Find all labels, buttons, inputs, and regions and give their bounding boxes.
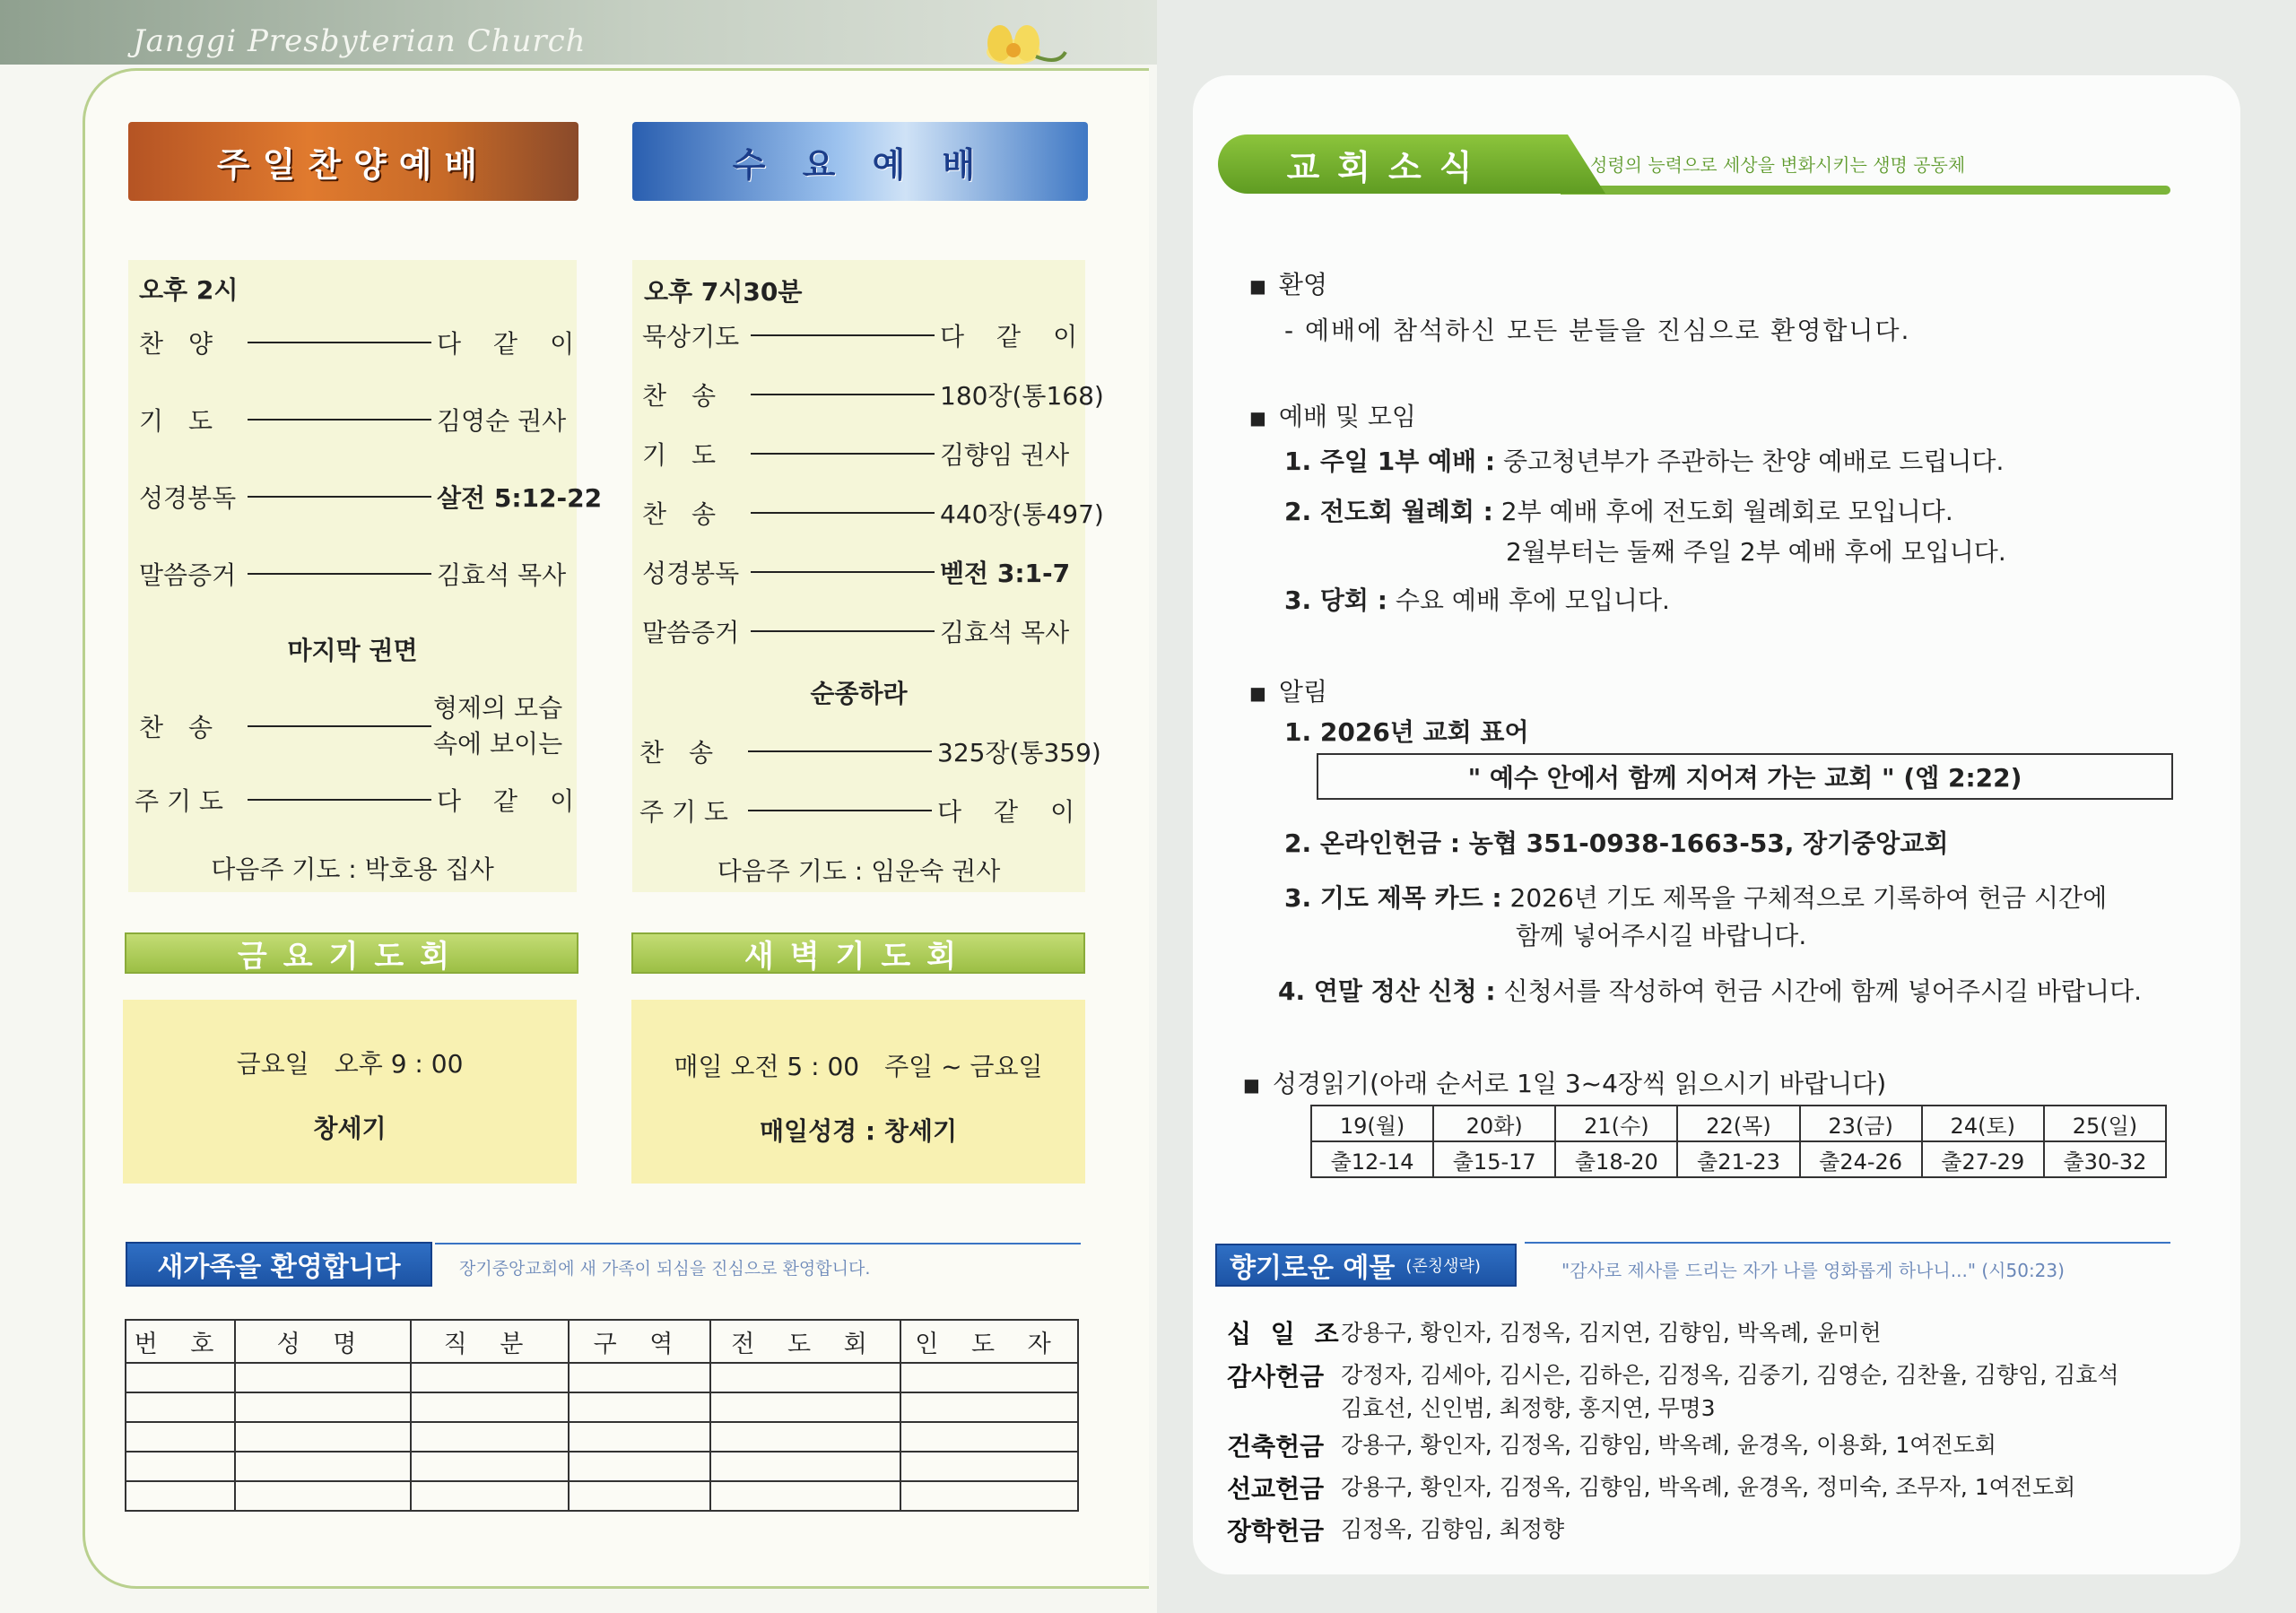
heading-text: 환영 xyxy=(1278,270,1328,299)
program-row xyxy=(642,436,1069,472)
next-prayer: 다음주 기도 : 임운숙 권사 xyxy=(717,856,1001,886)
program-label: 주 기 도 xyxy=(135,786,223,816)
friday-prayer-box xyxy=(123,1000,577,1184)
table-cell: 23(금) xyxy=(1800,1106,1922,1141)
honorific-note: (존칭생략) xyxy=(1405,1257,1481,1276)
program-row xyxy=(135,782,578,818)
table-row xyxy=(126,1422,1078,1452)
table-cell: 출24-26 xyxy=(1800,1141,1922,1177)
table-row xyxy=(126,1452,1078,1481)
bullet-square-icon: ■ xyxy=(1249,275,1266,297)
leader-line xyxy=(248,342,431,343)
section-rule xyxy=(1525,1242,2170,1244)
table-cell xyxy=(411,1363,569,1392)
table-cell xyxy=(569,1452,710,1481)
leader-line xyxy=(248,573,431,575)
table-cell xyxy=(411,1452,569,1481)
column-header: 번 호 xyxy=(126,1320,235,1363)
column-header: 인 도 자 xyxy=(900,1320,1078,1363)
program-value: 살전 5:12-22 xyxy=(437,483,603,513)
program-value: 김향임 권사 xyxy=(940,440,1070,470)
program-row xyxy=(139,708,437,744)
item-text: 신청서를 작성하여 헌금 시간에 함께 넣어주시길 바랍니다. xyxy=(1503,976,2142,1006)
table-cell xyxy=(235,1452,411,1481)
church-news-subtitle: 성령의 능력으로 세상을 변화시키는 생명 공동체 xyxy=(1590,154,1966,176)
table-cell xyxy=(235,1392,411,1422)
dawn-prayer-title: 새벽기도회 xyxy=(631,932,1085,974)
offering-title xyxy=(1215,1244,1517,1287)
dawn-time: 매일 오전 5 : 00 주일 ~ 금요일 xyxy=(674,1052,1043,1081)
leader-line xyxy=(751,630,935,632)
leader-line xyxy=(751,394,935,395)
table-cell xyxy=(126,1452,235,1481)
table-cell xyxy=(411,1422,569,1452)
item-text: 중고청년부가 주관하는 찬양 예배로 드립니다. xyxy=(1502,447,2005,476)
table-cell xyxy=(411,1481,569,1511)
program-row xyxy=(139,325,578,360)
offering-label: 십 일 조 xyxy=(1227,1319,1344,1349)
meeting-item-continued: 2월부터는 둘째 주일 2부 예배 후에 모입니다. xyxy=(1506,537,2006,567)
welcome-heading xyxy=(1249,265,1327,301)
item-label: 3. 기도 제목 카드 : xyxy=(1284,883,1502,913)
table-cell xyxy=(900,1422,1078,1452)
program-row xyxy=(642,554,1070,590)
bullet-square-icon: ■ xyxy=(1249,682,1266,704)
bullet-square-icon: ■ xyxy=(1249,407,1266,429)
leader-line xyxy=(748,750,932,752)
notice-item xyxy=(1284,879,2107,915)
program-value: 440장(통497) xyxy=(940,499,1104,529)
program-value: 180장(통168) xyxy=(940,381,1104,411)
church-name: Janggi Presbyterian Church xyxy=(133,23,587,59)
offering-title-text: 향기로운 예물 xyxy=(1230,1253,1396,1284)
table-cell xyxy=(411,1392,569,1422)
table-cell: 출18-20 xyxy=(1555,1141,1677,1177)
dawn-prayer-box xyxy=(631,1000,1085,1184)
heading-text: 알림 xyxy=(1278,677,1328,707)
welcome-text: - 예배에 참석하신 모든 분들을 진심으로 환영합니다. xyxy=(1284,316,1911,345)
item-text: 2부 예배 후에 전도회 월례회로 모입니다. xyxy=(1500,497,1953,526)
names-line: 김효선, 신인범, 최정향, 홍지연, 무명3 xyxy=(1341,1395,1716,1421)
table-cell: 출12-14 xyxy=(1311,1141,1433,1177)
notice-item-continued: 함께 넣어주시길 바랍니다. xyxy=(1516,921,1807,950)
program-value: 다 같 이 xyxy=(437,786,578,816)
table-cell xyxy=(569,1363,710,1392)
table-cell: 20화) xyxy=(1433,1106,1555,1141)
program-label: 기 도 xyxy=(642,440,717,470)
program-row xyxy=(642,317,1081,353)
leader-line xyxy=(248,725,431,727)
table-cell: 출30-32 xyxy=(2044,1141,2166,1177)
leader-line xyxy=(751,571,935,573)
sermon-title: 순종하라 xyxy=(810,679,908,708)
table-cell: 24(토) xyxy=(1922,1106,2044,1141)
names-line: 강정자, 김세아, 김시은, 김하은, 김정옥, 김중기, 김영순, 김찬율, 김향임, 김효석 xyxy=(1341,1362,2119,1388)
leader-line xyxy=(748,810,932,811)
table-row xyxy=(1311,1141,2166,1177)
program-label: 기 도 xyxy=(139,406,213,436)
hymn-title xyxy=(433,690,562,762)
program-row xyxy=(642,495,1104,531)
table-cell: 출15-17 xyxy=(1433,1141,1555,1177)
program-value: 다 같 이 xyxy=(940,322,1082,351)
program-label: 주 기 도 xyxy=(639,797,728,827)
item-label: 1. 주일 1부 예배 : xyxy=(1284,447,1496,476)
heading-text: 성경읽기(아래 순서로 1일 3~4장씩 읽으시기 바랍니다) xyxy=(1272,1069,1887,1098)
friday-book: 창세기 xyxy=(313,1114,387,1143)
item-label: 4. 연말 정산 신청 : xyxy=(1278,976,1496,1006)
table-cell xyxy=(235,1422,411,1452)
program-value: 김효석 목사 xyxy=(437,560,567,590)
program-label: 찬 송 xyxy=(639,738,714,767)
table-cell xyxy=(569,1422,710,1452)
table-cell xyxy=(900,1363,1078,1392)
offering-names: 김정옥, 김향임, 최정향 xyxy=(1341,1516,1565,1542)
wednesday-worship-title: 수 요 예 배 xyxy=(632,122,1088,201)
offering-names xyxy=(1341,1358,2119,1425)
offering-names: 강용구, 황인자, 김정옥, 김지연, 김향임, 박옥례, 윤미헌 xyxy=(1341,1320,1882,1346)
table-cell xyxy=(710,1481,900,1511)
offering-names: 강용구, 황인자, 김정옥, 김향임, 박옥례, 윤경옥, 이용화, 1여전도회 xyxy=(1341,1432,1996,1458)
program-row xyxy=(139,479,602,515)
section-rule xyxy=(1561,186,2170,195)
leader-line xyxy=(751,512,935,514)
program-value: 다 같 이 xyxy=(937,797,1079,827)
new-family-title: 새가족을 환영합니다 xyxy=(126,1242,432,1287)
sunday-time: 오후 2시 xyxy=(139,275,239,305)
table-cell xyxy=(900,1481,1078,1511)
offering-label: 장학헌금 xyxy=(1227,1516,1325,1546)
offering-label: 건축헌금 xyxy=(1227,1432,1325,1461)
sermon-title: 마지막 권면 xyxy=(287,636,418,665)
table-cell xyxy=(710,1452,900,1481)
sunday-worship-title: 주일찬양예배 xyxy=(128,122,578,201)
new-family-subtitle: 장기중앙교회에 새 가족이 되심을 진심으로 환영합니다. xyxy=(459,1259,871,1279)
meeting-item xyxy=(1284,492,1953,528)
leader-line xyxy=(248,496,431,498)
program-label: 찬 양 xyxy=(139,329,213,359)
friday-prayer-title: 금요기도회 xyxy=(125,932,578,974)
item-label: 2. 전도회 월례회 : xyxy=(1284,497,1493,526)
bible-reading-heading xyxy=(1243,1064,1886,1100)
program-row xyxy=(642,613,1069,649)
table-cell: 25(일) xyxy=(2044,1106,2166,1141)
heading-text: 예배 및 모임 xyxy=(1278,402,1416,431)
table-cell xyxy=(235,1481,411,1511)
column-header: 직 분 xyxy=(411,1320,569,1363)
meeting-item xyxy=(1284,442,2004,478)
table-cell xyxy=(710,1363,900,1392)
table-header-row xyxy=(126,1320,1078,1363)
item-label: 3. 당회 : xyxy=(1284,585,1387,615)
table-cell xyxy=(710,1422,900,1452)
column-header: 성 명 xyxy=(235,1320,411,1363)
program-row xyxy=(139,556,566,592)
table-cell: 19(월) xyxy=(1311,1106,1433,1141)
new-family-table xyxy=(125,1319,1079,1512)
table-cell: 22(목) xyxy=(1677,1106,1799,1141)
table-row xyxy=(126,1392,1078,1422)
program-label: 찬 송 xyxy=(642,499,717,529)
leader-line xyxy=(248,419,431,421)
church-news-title: 교회소식 xyxy=(1218,134,1559,194)
bible-reading-table xyxy=(1310,1105,2167,1178)
notice-item: 2. 온라인헌금 : 농협 351-0938-1663-53, 장기중앙교회 xyxy=(1284,828,1949,858)
wednesday-time: 오후 7시30분 xyxy=(644,277,803,307)
bullet-square-icon: ■ xyxy=(1243,1074,1260,1096)
program-value: 다 같 이 xyxy=(437,329,578,359)
program-row xyxy=(639,793,1078,828)
table-cell xyxy=(569,1481,710,1511)
church-motto: " 예수 안에서 함께 지어져 가는 교회 " (엡 2:22) xyxy=(1317,753,2173,800)
leader-line xyxy=(751,334,935,336)
program-row xyxy=(139,402,566,438)
program-row xyxy=(642,377,1104,412)
program-value: 325장(통359) xyxy=(937,738,1101,767)
column-header: 전 도 회 xyxy=(710,1320,900,1363)
leader-line xyxy=(751,453,935,455)
table-row xyxy=(126,1363,1078,1392)
offering-verse: "감사로 제사를 드리는 자가 나를 영화롭게 하나니..." (시50:23) xyxy=(1561,1260,2065,1281)
program-row xyxy=(639,733,1101,769)
table-cell xyxy=(126,1363,235,1392)
table-cell xyxy=(126,1392,235,1422)
program-label: 말씀증거 xyxy=(642,618,740,647)
table-cell xyxy=(235,1363,411,1392)
meetings-heading xyxy=(1249,397,1416,433)
table-cell: 21(수) xyxy=(1555,1106,1677,1141)
table-cell xyxy=(126,1481,235,1511)
table-cell xyxy=(710,1392,900,1422)
table-cell xyxy=(126,1422,235,1452)
program-label: 말씀증거 xyxy=(139,560,237,590)
offering-names: 강용구, 황인자, 김정옥, 김향임, 박옥례, 윤경옥, 정미숙, 조무자, 1여전도회 xyxy=(1341,1474,2076,1500)
program-value: 벧전 3:1-7 xyxy=(940,559,1071,588)
program-value: 김효석 목사 xyxy=(940,618,1070,647)
program-label: 묵상기도 xyxy=(642,322,740,351)
table-cell: 출27-29 xyxy=(1922,1141,2044,1177)
offering-label: 감사헌금 xyxy=(1227,1362,1325,1392)
next-prayer: 다음주 기도 : 박호용 집사 xyxy=(211,854,494,884)
table-cell: 출21-23 xyxy=(1677,1141,1799,1177)
program-label: 찬 송 xyxy=(642,381,717,411)
notice-item: 1. 2026년 교회 표어 xyxy=(1284,717,1529,747)
column-header: 구 역 xyxy=(569,1320,710,1363)
notice-heading xyxy=(1249,672,1327,708)
item-text: 수요 예배 후에 모입니다. xyxy=(1395,585,1670,615)
table-cell xyxy=(900,1392,1078,1422)
meeting-item xyxy=(1284,581,1670,617)
table-row xyxy=(126,1481,1078,1511)
table-cell xyxy=(569,1392,710,1422)
program-label: 성경봉독 xyxy=(139,483,237,513)
table-cell xyxy=(900,1452,1078,1481)
program-value: 김영순 권사 xyxy=(437,406,567,436)
table-row xyxy=(1311,1106,2166,1141)
notice-item xyxy=(1278,972,2142,1008)
offering-label: 선교헌금 xyxy=(1227,1474,1325,1504)
hymn-title-line: 형제의 모습 xyxy=(433,693,563,723)
program-label: 성경봉독 xyxy=(642,559,740,588)
item-text: 2026년 기도 제목을 구체적으로 기록하여 헌금 시간에 xyxy=(1509,883,2108,913)
dawn-book: 매일성경 : 창세기 xyxy=(759,1116,958,1146)
friday-time: 금요일 오후 9 : 00 xyxy=(236,1049,464,1079)
leader-line xyxy=(248,799,431,801)
hymn-title-line: 속에 보이는 xyxy=(433,729,563,759)
section-rule xyxy=(435,1243,1081,1244)
program-label: 찬 송 xyxy=(139,713,213,742)
